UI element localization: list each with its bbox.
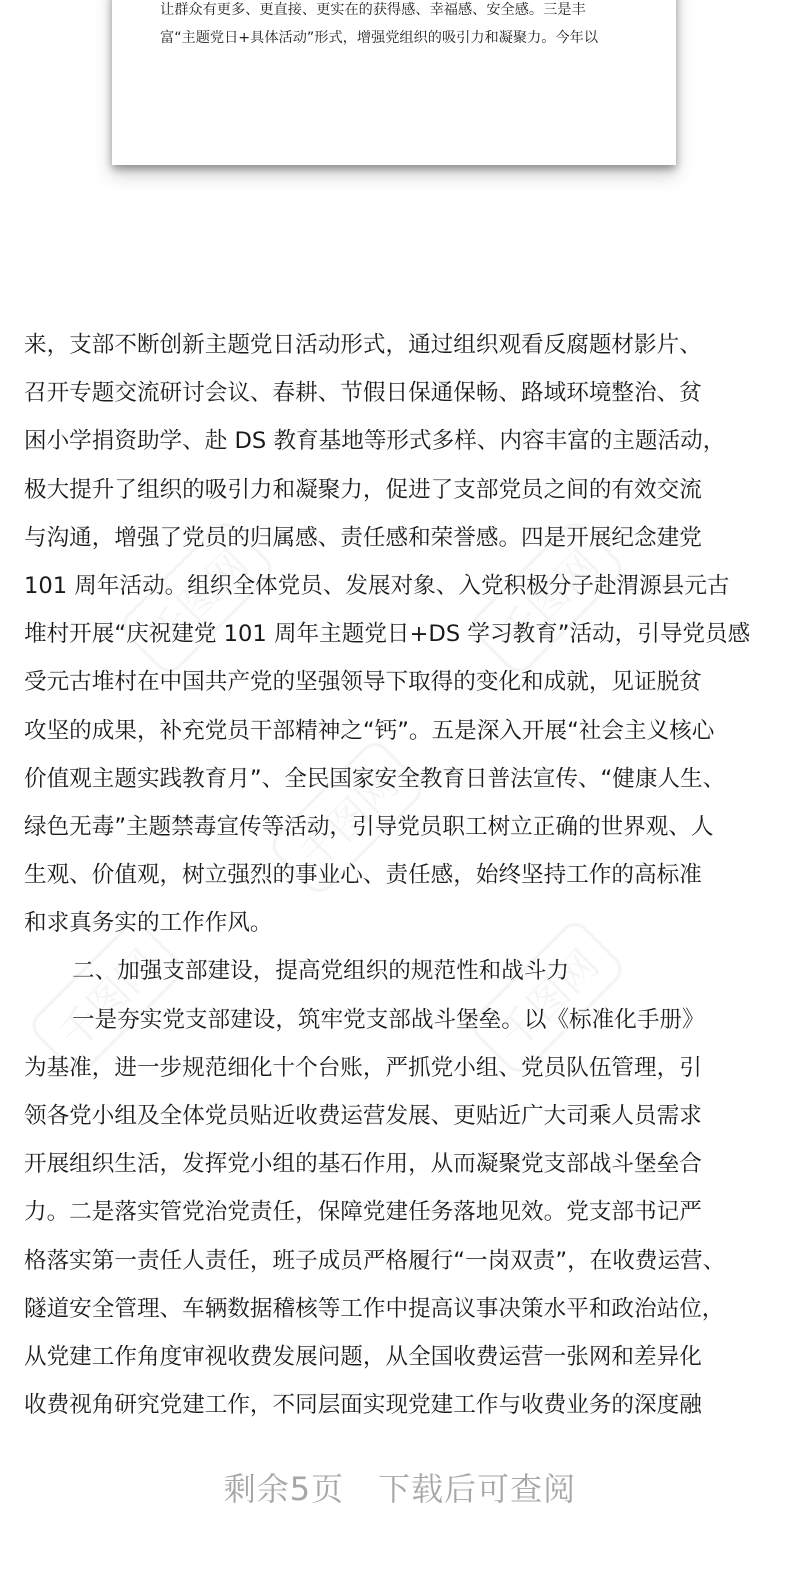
body-line: 收费视角研究党建工作，不同层面实现党建工作与收费业务的深度融: [24, 1392, 702, 1419]
body-line: 力。二是落实管党治党责任，保障党建任务落地见效。党支部书记严: [24, 1199, 702, 1226]
preview-text: [160, 0, 640, 52]
body-line: 受元古堆村在中国共产党的坚强领导下取得的变化和成就，见证脱贫: [24, 669, 702, 696]
body-line: 极大提升了组织的吸引力和凝聚力，促进了支部党员之间的有效交流: [24, 476, 702, 503]
body-line: 来，支部不断创新主题党日活动形式，通过组织观看反腐题材影片、: [24, 332, 702, 358]
watermark: 千图网: [466, 917, 628, 1079]
body-line: 堆村开展“庆祝建党 101 周年主题党日+DS 学习教育”活动，引导党员感: [24, 621, 751, 648]
watermark: 千图网: [266, 737, 428, 899]
body-line: 价值观主题实践教育月”、全民国家安全教育日普法宣传、“健康人生、: [24, 765, 726, 792]
body-line: 开展组织生活，发挥党小组的基石作用，从而凝聚党支部战斗堡垒合: [24, 1151, 702, 1178]
body-line: 领各党小组及全体党员贴近收费运营发展、更贴近广大司乘人员需求: [24, 1103, 702, 1129]
body-line: 和求真务实的工作作风。: [24, 910, 273, 937]
watermark: 千图网: [26, 917, 188, 1079]
watermark: 千图网: [466, 517, 628, 679]
remaining-pages-label: 剩余5页: [223, 1470, 345, 1508]
body-line: 一是夯实党支部建设，筑牢党支部战斗堡垒。以《标准化手册》: [72, 1006, 705, 1033]
preview-line: 富“主题党日+具体活动”形式，增强党组织的吸引力和凝聚力。今年以: [160, 30, 599, 46]
body-line: 攻坚的成果，补充党员干部精神之“钙”。五是深入开展“社会主义核心: [24, 717, 715, 744]
body-line: 召开专题交流研讨会议、春耕、节假日保通保畅、路域环境整治、贫: [24, 380, 702, 407]
body-line: 与沟通，增强了党员的归属感、责任感和荣誉感。四是开展纪念建党: [24, 524, 702, 551]
body-line: 101 周年活动。组织全体党员、发展对象、入党积极分子赴渭源县元古: [24, 572, 730, 599]
body-line: 为基准，进一步规范细化十个台账，严抓党小组、党员队伍管理，引: [24, 1054, 702, 1081]
section-heading: 二、加强支部建设，提高党组织的规范性和战斗力: [72, 958, 570, 985]
download-prompt[interactable]: [0, 1464, 800, 1510]
body-line: 从党建工作角度审视收费发展问题，从全国收费运营一张网和差异化: [24, 1343, 702, 1370]
preview-line: 让群众有更多、更直接、更实在的获得感、幸福感、安全感。三是丰: [160, 2, 586, 18]
body-line: 困小学捐资助学、赴 DS 教育基地等形式多样、内容丰富的主题活动，: [24, 428, 726, 455]
body-line: 生观、价值观，树立强烈的事业心、责任感，始终坚持工作的高标准: [24, 862, 702, 889]
body-line: 格落实第一责任人责任，班子成员严格履行“一岗双责”，在收费运营、: [24, 1247, 726, 1274]
body-line: 隧道安全管理、车辆数据稽核等工作中提高议事决策水平和政治站位，: [24, 1295, 725, 1322]
download-to-view-label: 下载后可查阅: [378, 1470, 577, 1508]
document-body: [24, 321, 776, 1429]
body-line: 绿色无毒”主题禁毒宣传等活动，引导党员职工树立正确的世界观、人: [24, 813, 714, 840]
watermark: 千图网: [116, 517, 278, 679]
document-preview-card: [112, 0, 676, 165]
